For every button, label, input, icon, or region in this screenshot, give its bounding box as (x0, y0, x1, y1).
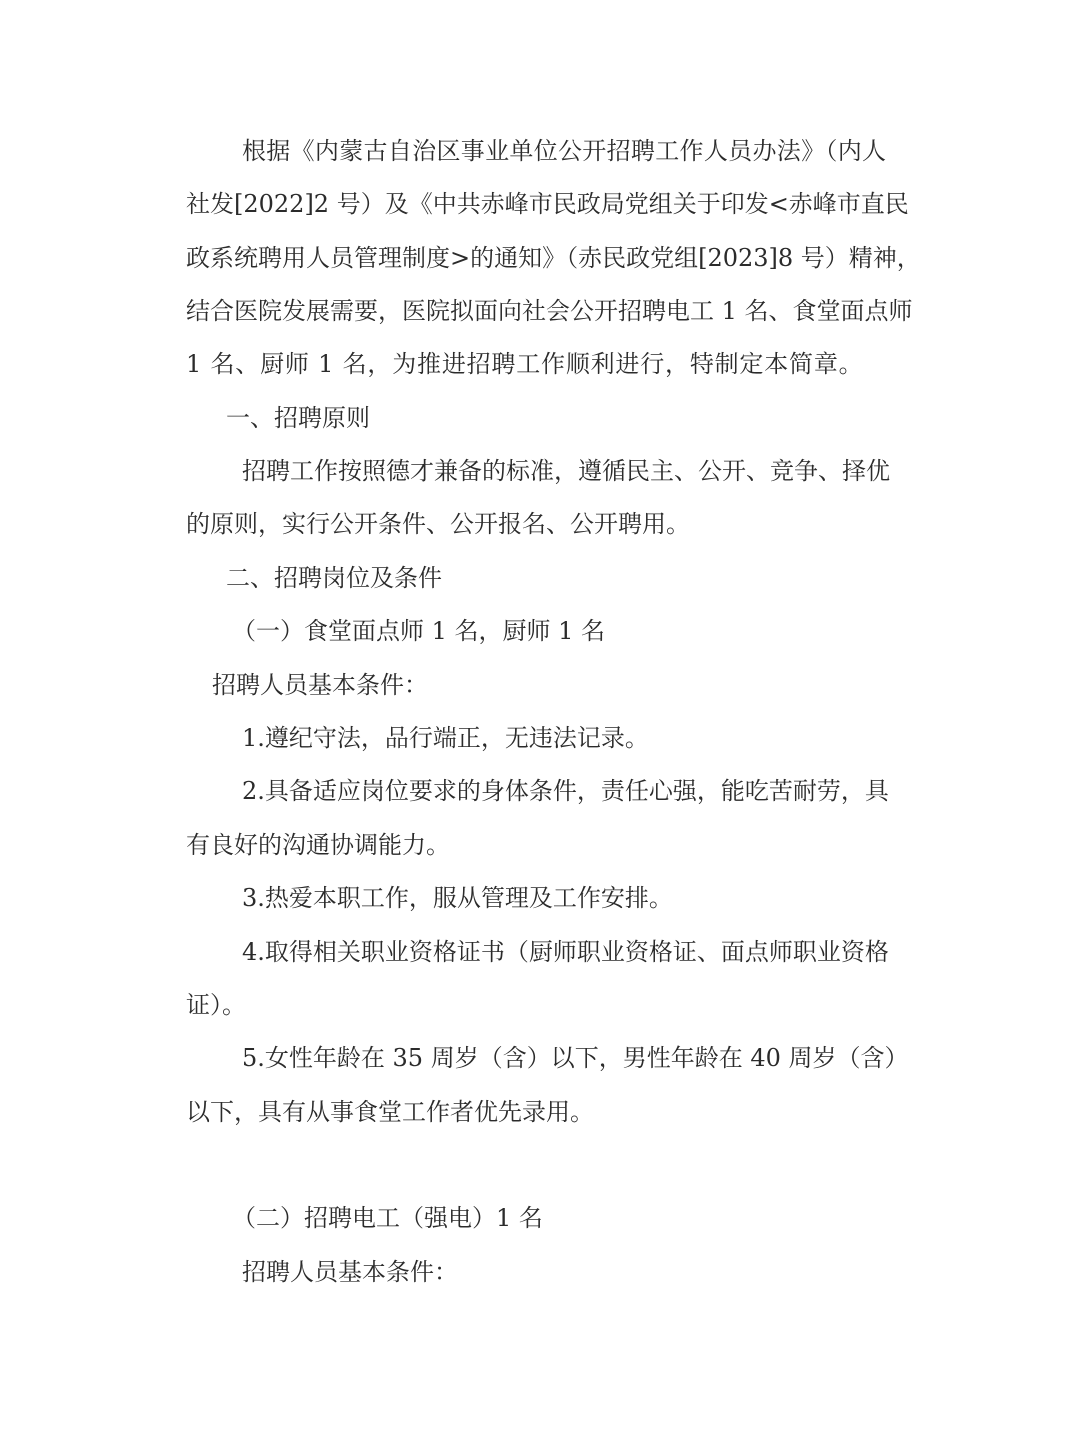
sub1-item-5: 5.女性年龄在 35 周岁（含）以下，男性年龄在 40 周岁（含） (242, 1044, 909, 1072)
sub2-title: （二）招聘电工（强电）1 名 (232, 1204, 543, 1232)
intro-line-5: 1 名、厨师 1 名，为推进招聘工作顺利进行，特制定本简章。 (186, 350, 864, 378)
section1-line-2: 的原则，实行公开条件、公开报名、公开聘用。 (186, 510, 690, 538)
sub1-item-3: 3.热爱本职工作，服从管理及工作安排。 (242, 884, 673, 912)
intro-line-2: 社发[2022]2 号）及《中共赤峰市民政局党组关于印发<赤峰市直民 (186, 190, 909, 218)
intro-line-1: 根据《内蒙古自治区事业单位公开招聘工作人员办法》（内人 (242, 137, 886, 165)
sub1-item-5-cont: 以下，具有从事食堂工作者优先录用。 (186, 1098, 594, 1126)
sub1-item-4-cont: 证）。 (186, 991, 246, 1019)
intro-line-3: 政系统聘用人员管理制度>的通知》（赤民政党组[2023]8 号）精神， (186, 244, 921, 272)
sub1-item-1: 1.遵纪守法，品行端正，无违法记录。 (242, 724, 649, 752)
sub1-title: （一）食堂面点师 1 名，厨师 1 名 (232, 617, 606, 645)
sub1-item-2-cont: 有良好的沟通协调能力。 (186, 831, 450, 859)
intro-line-4: 结合医院发展需要，医院拟面向社会公开招聘电工 1 名、食堂面点师 (186, 297, 913, 325)
sub1-item-4: 4.取得相关职业资格证书（厨师职业资格证、面点师职业资格 (242, 938, 889, 966)
section1-heading: 一、招聘原则 (226, 404, 370, 432)
section2-heading: 二、招聘岗位及条件 (226, 564, 442, 592)
sub1-basic-label: 招聘人员基本条件： (212, 671, 428, 699)
section1-line-1: 招聘工作按照德才兼备的标准，遵循民主、公开、竞争、择优 (242, 457, 890, 485)
sub1-item-2: 2.具备适应岗位要求的身体条件，责任心强，能吃苦耐劳，具 (242, 777, 889, 805)
sub2-basic-label: 招聘人员基本条件： (242, 1258, 458, 1286)
